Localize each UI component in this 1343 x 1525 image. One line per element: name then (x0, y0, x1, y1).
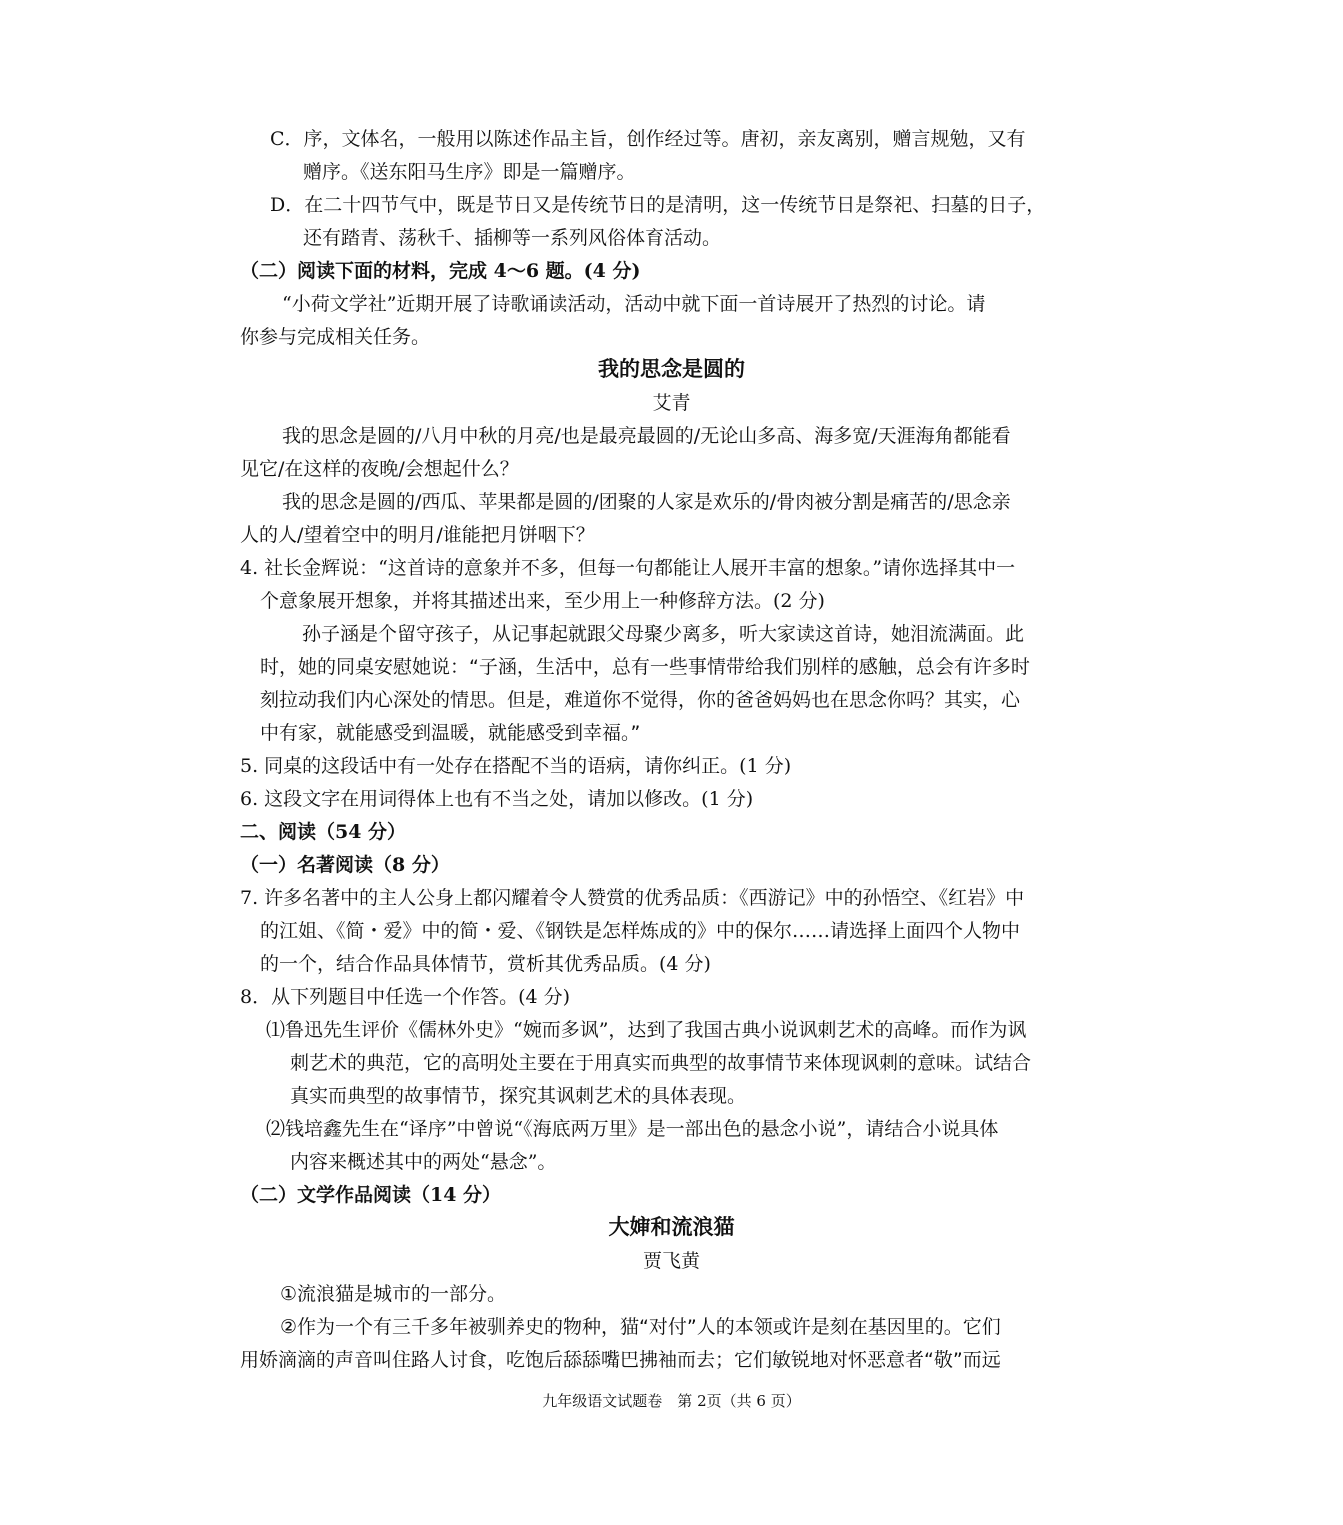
literary-reading-heading: （二）文学作品阅读（14 分） (240, 1184, 502, 1206)
question-7-line3: 的一个，结合作品具体情节，赏析其优秀品质。(4 分) (260, 953, 711, 975)
question-4-line1: 4. 社长金辉说：“这首诗的意象并不多，但每一句都能让人展开丰富的想象。”请你选择其中一 (240, 557, 1016, 579)
poem-title: 我的思念是圆的 (598, 356, 745, 381)
question-7-line2: 的江姐、《简・爱》中的简・爱、《钢铁是怎样炼成的》中的保尔……请选择上面四个人物中 (260, 920, 1021, 942)
poem-line: 见它/在这样的夜晚/会想起什么？ (240, 458, 519, 480)
option-d-line2: 还有踏青、荡秋千、插柳等一系列风俗体育活动。 (303, 227, 722, 249)
story-paragraph: 用娇滴滴的声音叫住路人讨食，吃饱后舔舔嘴巴拂袖而去；它们敏锐地对怀恶意者“敬”而远 (240, 1349, 1001, 1371)
passage-line: 刻拉动我们内心深处的情思。但是，难道你不觉得，你的爸爸妈妈也在思念你吗？其实，心 (260, 689, 1021, 711)
poem-line: 我的思念是圆的/西瓜、苹果都是圆的/团聚的人家是欢乐的/骨肉被分割是痛苦的/思念亲 (282, 491, 1011, 513)
passage-line: 中有家，就能感受到温暖，就能感受到幸福。” (260, 722, 641, 744)
story-paragraph: ②作为一个有三千多年被驯养史的物种，猫“对付”人的本领或许是刻在基因里的。它们 (280, 1316, 1001, 1338)
poem-line: 人的人/望着空中的明月/谁能把月饼咽下？ (240, 524, 595, 546)
story-author: 贾飞黄 (642, 1250, 700, 1272)
intro-line1: “小荷文学社”近期开展了诗歌诵读活动，活动中就下面一首诗展开了热烈的讨论。请 (282, 293, 986, 315)
question-8-option1-line1: ⑴鲁迅先生评价《儒林外史》“婉而多讽”，达到了我国古典小说讽刺艺术的高峰。而作为讽 (266, 1019, 1027, 1041)
option-c-line2: 赠序。《送东阳马生序》即是一篇赠序。 (303, 161, 636, 183)
page-footer: 九年级语文试题卷 第 2页（共 6 页） (542, 1392, 801, 1410)
question-8-option1-line2: 刺艺术的典范，它的高明处主要在于用真实而典型的故事情节来体现讽刺的意味。试结合 (290, 1052, 1032, 1074)
question-8-option2-line2: 内容来概述其中的两处“悬念”。 (290, 1151, 557, 1173)
intro-line2: 你参与完成相关任务。 (240, 326, 431, 348)
story-title: 大婶和流浪猫 (608, 1214, 735, 1239)
passage-line: 时，她的同桌安慰她说：“子涵，生活中，总有一些事情带给我们别样的感触，总会有许多时 (260, 656, 1030, 678)
question-7-line1: 7. 许多名著中的主人公身上都闪耀着令人赞赏的优秀品质：《西游记》中的孙悟空、《红岩》中 (240, 887, 1025, 909)
option-c-line1: C．序，文体名，一般用以陈述作品主旨，创作经过等。唐初，亲友离别，赠言规勉，又有 (270, 128, 1026, 150)
classics-reading-heading: （一）名著阅读（8 分） (240, 854, 450, 876)
question-8-option2-line1: ⑵钱培鑫先生在“译序”中曾说“《海底两万里》是一部出色的悬念小说”，请结合小说具体 (266, 1118, 999, 1140)
story-paragraph: ①流浪猫是城市的一部分。 (280, 1283, 507, 1305)
passage-line: 孙子涵是个留守孩子，从记事起就跟父母聚少离多，听大家读这首诗，她泪流满面。此 (302, 623, 1025, 645)
question-8-option1-line3: 真实而典型的故事情节，探究其讽刺艺术的具体表现。 (290, 1085, 747, 1107)
question-5: 5. 同桌的这段话中有一处存在搭配不当的语病，请你纠正。(1 分) (240, 755, 792, 777)
question-6: 6. 这段文字在用词得体上也有不当之处，请加以修改。(1 分) (240, 788, 754, 810)
section-heading-reading-material: （二）阅读下面的材料，完成 4～6 题。(4 分) (240, 260, 641, 282)
question-8: 8．从下列题目中任选一个作答。(4 分) (240, 986, 571, 1008)
part2-heading: 二、阅读（54 分） (240, 821, 407, 843)
poem-author: 艾青 (652, 392, 691, 414)
option-d-line1: D．在二十四节气中，既是节日又是传统节日的是清明，这一传统节日是祭祀、扫墓的日子， (270, 194, 1046, 216)
question-4-line2: 个意象展开想象，并将其描述出来，至少用上一种修辞方法。(2 分) (260, 590, 825, 612)
poem-line: 我的思念是圆的/八月中秋的月亮/也是最亮最圆的/无论山多高、海多宽/天涯海角都能看 (282, 425, 1011, 447)
